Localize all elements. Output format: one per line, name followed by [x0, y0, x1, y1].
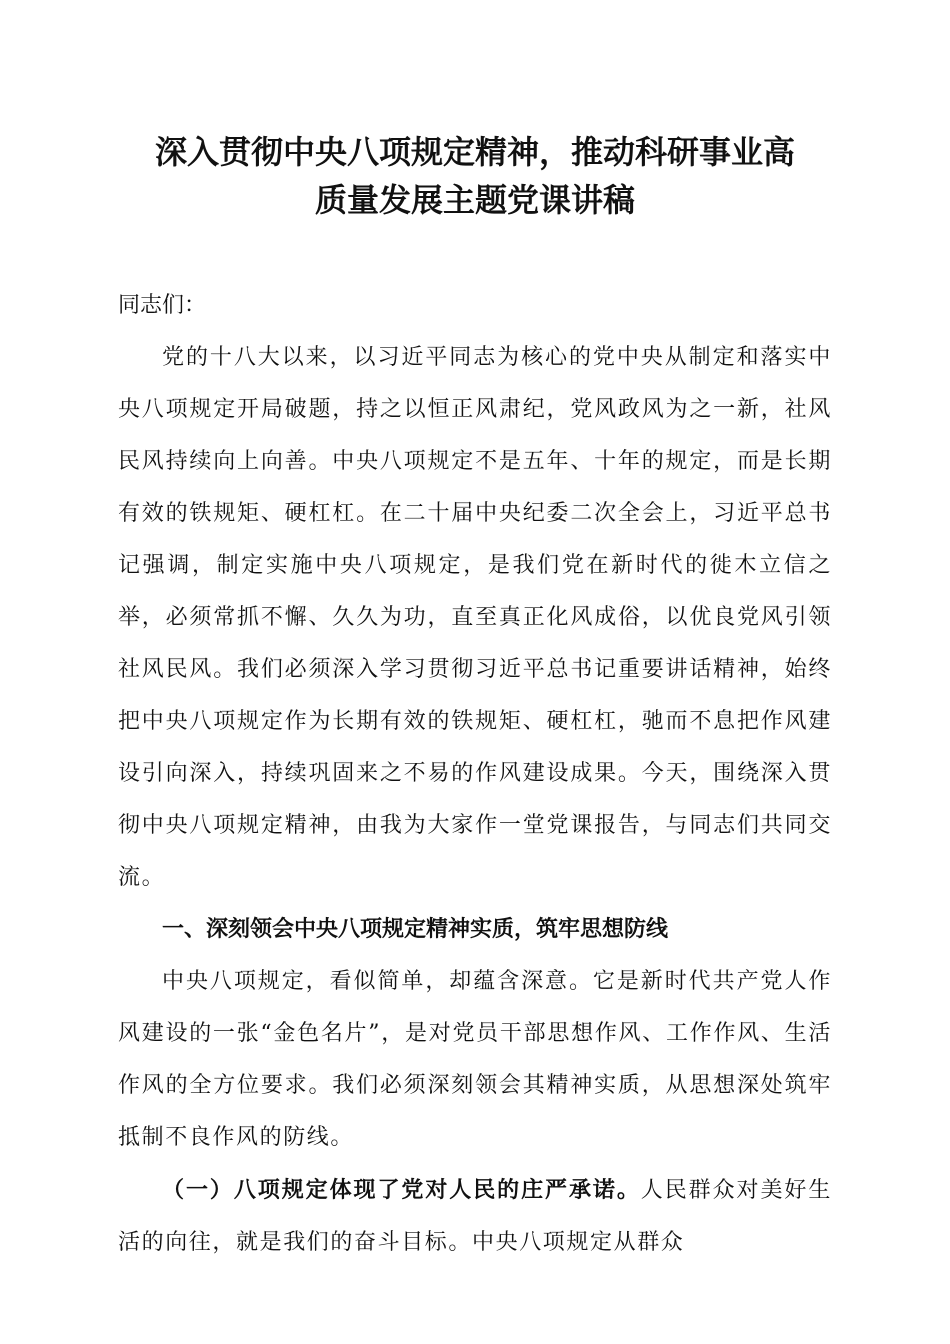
subsection-1-paragraph	[118, 1164, 832, 1269]
section-1-heading: 一、深刻领会中央八项规定精神实质，筑牢思想防线	[162, 917, 669, 942]
section-1-paragraph: 中央八项规定，看似简单，却蕴含深意。它是新时代共产党人作风建设的一张“金色名片”，是对党员干部思想作风、工作作风、生活作风的全方位要求。我们必须深刻领会其精神实质，从思想深处筑牢抵制不良作风的防线。	[118, 969, 832, 1150]
intro-paragraph: 党的十八大以来，以习近平同志为核心的党中央从制定和落实中央八项规定开局破题，持之以恒正风肃纪，党风政风为之一新，社风民风持续向上向善。中央八项规定不是五年、十年的规定，而是长期有效的铁规矩、硬杠杠。在二十届中央纪委二次全会上，习近平总书记强调，制定实施中央八项规定，是我们党在新时代的徙木立信之举，必须常抓不懈、久久为功，直至真正化风成俗，以优良党风引领社风民风。我们必须深入学习贯彻习近平总书记重要讲话精神，始终把中央八项规定作为长期有效的铁规矩、硬杠杠，驰而不息把作风建设引向深入，持续巩固来之不易的作风建设成果。今天，围绕深入贯彻中央八项规定精神，由我为大家作一堂党课报告，与同志们共同交流。	[118, 345, 832, 890]
salutation: 同志们：	[118, 293, 207, 318]
subsection-1-text: 人民群众对美好生活的向往，就是我们的奋斗目标。中央八项规定从群众	[118, 1178, 832, 1255]
title-line-2: 质量发展主题党课讲稿	[314, 181, 635, 219]
subsection-1-lead: （一）八项规定体现了党对人民的庄严承诺。	[162, 1177, 641, 1203]
document-page	[118, 128, 832, 1269]
title-line-1: 深入贯彻中央八项规定精神，推动科研事业高	[154, 133, 795, 171]
document-title	[118, 128, 832, 224]
